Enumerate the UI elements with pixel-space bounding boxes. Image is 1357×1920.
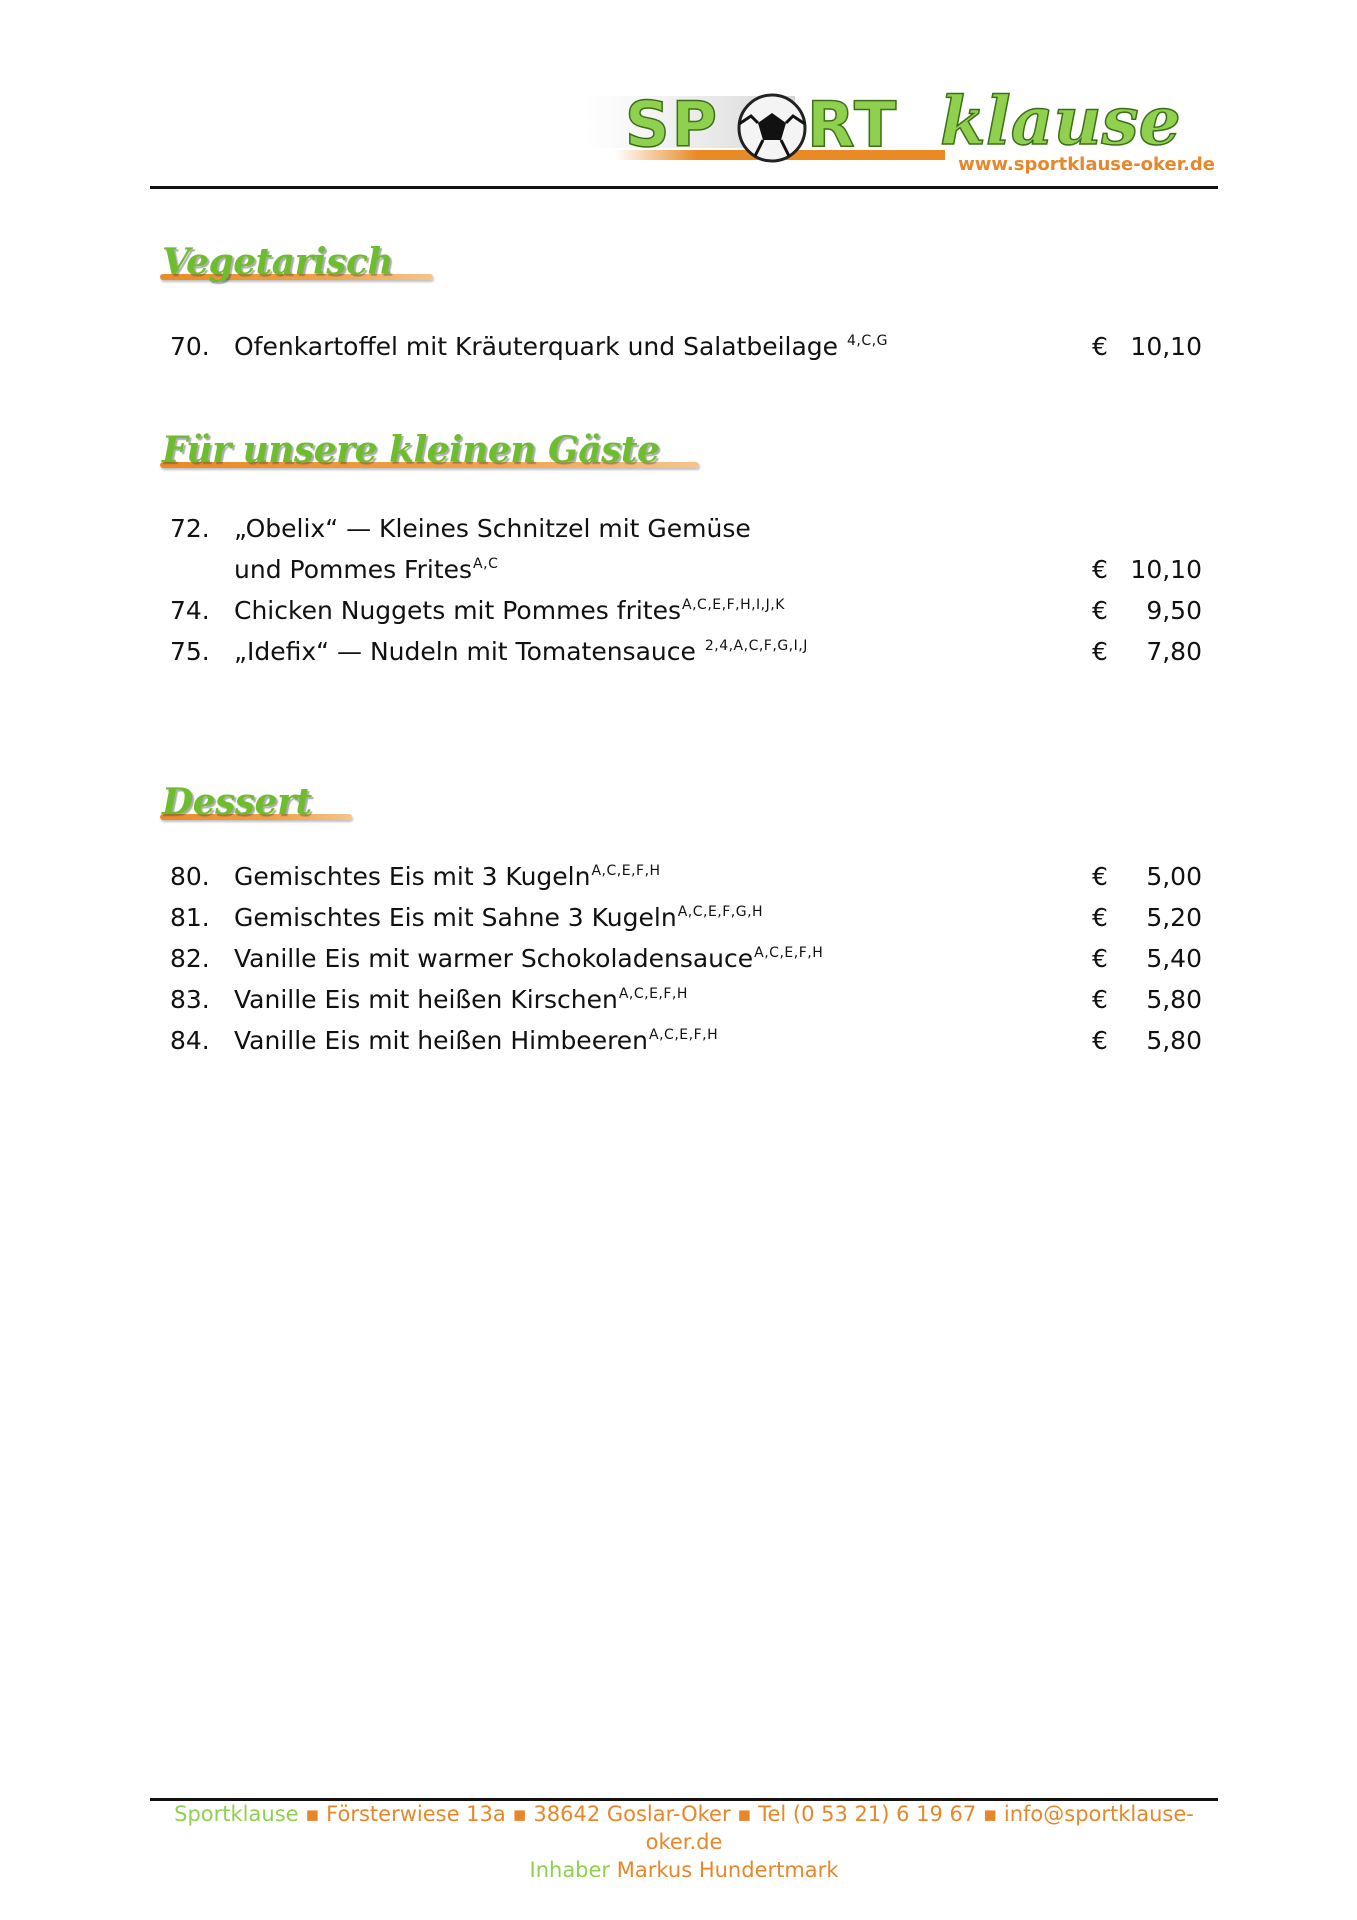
menu-item: 70. Ofenkartoffel mit Kräuterquark und Salatbeilage $^{4,C,G}$ € 10,10	[170, 326, 1202, 367]
owner-label: Inhaber	[529, 1858, 611, 1882]
allergen-codes: 2,4,A,C,F,G,I,J	[704, 638, 808, 654]
item-name: Vanille Eis mit warmer Schokoladensauce$^{A,C,E,F,H}$	[234, 944, 824, 973]
footer-phone: Tel (0 53 21) 6 19 67	[758, 1802, 977, 1826]
menu-item: 81. Gemischtes Eis mit Sahne 3 Kugeln$^{A,C,E,F,G,H}$ € 5,20	[170, 897, 1202, 938]
item-name: „Obelix“ — Kleines Schnitzel mit Gemüse und Pommes Frites$^{A,C}$	[234, 514, 751, 584]
menu-item: 74. Chicken Nuggets mit Pommes frites$^{A,C,E,F,H,I,J,K}$ € 9,50	[170, 590, 1202, 631]
menu-item: 80. Gemischtes Eis mit 3 Kugeln$^{A,C,E,F,H}$ € 5,00	[170, 856, 1202, 897]
item-name: Gemischtes Eis mit 3 Kugeln$^{A,C,E,F,H}$	[234, 862, 661, 891]
separator-icon: ▪	[512, 1802, 527, 1826]
section-title: Vegetarisch	[162, 241, 394, 283]
logo-sport-left: SP	[625, 88, 720, 161]
footer	[150, 1800, 1218, 1884]
item-name: Vanille Eis mit heißen Kirschen$^{A,C,E,F,H}$	[234, 985, 688, 1014]
header-divider	[150, 186, 1218, 189]
allergen-codes: A,C,E,F,G,H	[677, 904, 764, 920]
footer-street: Försterwiese 13a	[326, 1802, 506, 1826]
allergen-codes: A,C,E,F,H	[591, 863, 661, 879]
item-number: 80.	[170, 862, 210, 891]
logo-website: www.sportklause-oker.de	[958, 154, 1215, 175]
footer-city: 38642 Goslar-Oker	[533, 1802, 731, 1826]
allergen-codes: A,C,E,F,H,I,J,K	[682, 597, 785, 613]
allergen-codes: A,C,E,F,H	[618, 986, 688, 1002]
item-name: „Idefix“ — Nudeln mit Tomatensauce $^{2,4,A,C,F,G,I,J}$	[234, 637, 808, 666]
item-name: Vanille Eis mit heißen Himbeeren$^{A,C,E,F,H}$	[234, 1026, 719, 1055]
sportklause-logo	[585, 88, 1215, 178]
footer-address-line	[150, 1800, 1218, 1856]
owner-name: Markus Hundertmark	[616, 1858, 839, 1882]
item-number: 75.	[170, 637, 210, 666]
menu-item: 84. Vanille Eis mit heißen Himbeeren$^{A,C,E,F,H}$ € 5,80	[170, 1020, 1202, 1061]
section-title: Dessert	[162, 781, 312, 823]
item-number: 72.	[170, 514, 210, 543]
menu-item: 82. Vanille Eis mit warmer Schokoladensauce$^{A,C,E,F,H}$ € 5,40	[170, 938, 1202, 979]
section-heading-dessert	[158, 782, 312, 822]
footer-email[interactable]: info@sportklause-oker.de	[645, 1802, 1194, 1854]
soccer-ball-icon	[739, 95, 805, 161]
logo-sport-right: RT	[807, 88, 899, 161]
item-number: 70.	[170, 332, 210, 361]
section-heading-kinder	[158, 430, 659, 470]
section-title: Für unsere kleinen Gäste	[162, 429, 660, 471]
allergen-codes: A,C,E,F,H	[649, 1027, 719, 1043]
item-name: Chicken Nuggets mit Pommes frites$^{A,C,E,F,H,I,J,K}$	[234, 596, 785, 625]
allergen-codes: A,C	[473, 556, 499, 572]
item-number: 84.	[170, 1026, 210, 1055]
footer-name: Sportklause	[174, 1802, 299, 1826]
item-number: 83.	[170, 985, 210, 1014]
menu-item: 72. „Obelix“ — Kleines Schnitzel mit Gemüse und Pommes Frites$^{A,C}$ € 10,10	[170, 508, 1202, 590]
separator-icon: ▪	[982, 1802, 998, 1826]
item-number: 82.	[170, 944, 210, 973]
menu-item: 75. „Idefix“ — Nudeln mit Tomatensauce $^{2,4,A,C,F,G,I,J}$ € 7,80	[170, 631, 1202, 672]
menu-item: 83. Vanille Eis mit heißen Kirschen$^{A,C,E,F,H}$ € 5,80	[170, 979, 1202, 1020]
item-name: Gemischtes Eis mit Sahne 3 Kugeln$^{A,C,E,F,G,H}$	[234, 903, 764, 932]
separator-icon: ▪	[737, 1802, 752, 1826]
item-name: Ofenkartoffel mit Kräuterquark und Salatbeilage $^{4,C,G}$	[234, 332, 888, 361]
allergen-codes: A,C,E,F,H	[754, 945, 824, 961]
allergen-codes: 4,C,G	[847, 333, 888, 349]
item-number: 74.	[170, 596, 210, 625]
logo-klause: klause	[940, 88, 1181, 160]
footer-owner-line	[150, 1856, 1218, 1884]
item-number: 81.	[170, 903, 210, 932]
separator-icon: ▪	[305, 1802, 320, 1826]
section-heading-vegetarisch	[158, 242, 393, 282]
